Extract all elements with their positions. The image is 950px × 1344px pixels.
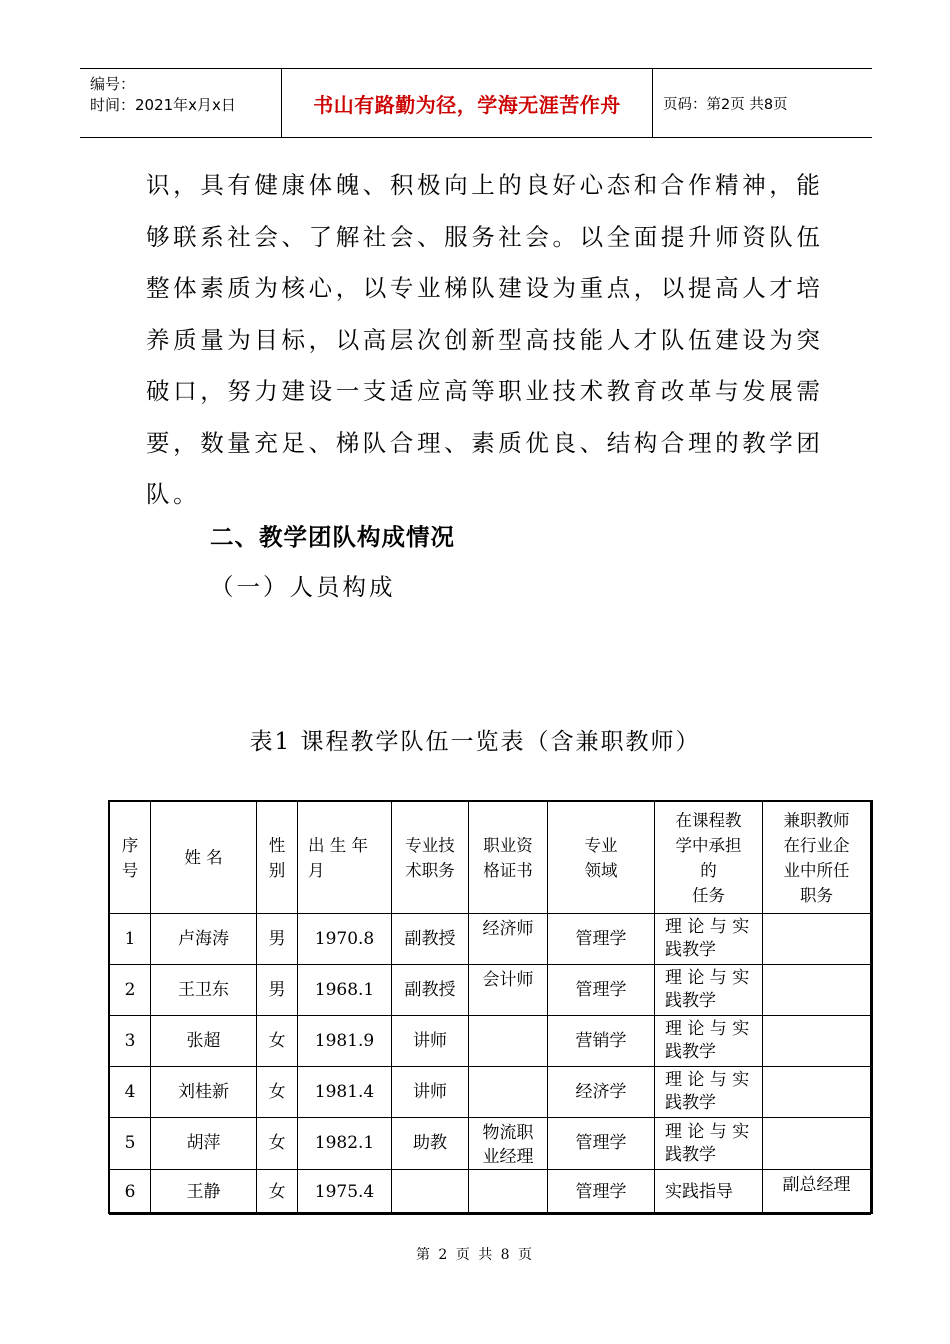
table-header-row: [110, 802, 871, 914]
table-right-border: [871, 800, 873, 1214]
cell-name: 卢海涛: [151, 914, 257, 965]
cell-index: 2: [110, 965, 151, 1016]
cell-name: 胡萍: [151, 1118, 257, 1170]
cell-birth: 1981.4: [298, 1067, 392, 1118]
table-row: [110, 965, 871, 1016]
cell-task: 实践指导: [655, 1170, 763, 1215]
paragraph-line: 要，数量充足、梯队合理、素质优良、结构合理的教学团: [146, 428, 824, 457]
table-top-border: [108, 800, 873, 802]
header-motto: 书山有路勤为径，学海无涯苦作舟: [282, 69, 653, 137]
table-row: [110, 914, 871, 965]
paragraph-line: 整体素质为核心，以专业梯队建设为重点，以提高人才培: [146, 274, 824, 302]
cell-gender: 女: [257, 1016, 298, 1067]
header-cell: 出 生 年 月: [298, 802, 392, 914]
cell-field: 经济学: [548, 1067, 655, 1118]
cell-certificate: [469, 1170, 548, 1215]
cell-task: 理 论 与 实 践教学: [655, 1067, 763, 1118]
table-row: [110, 1118, 871, 1170]
cell-name: 王卫东: [151, 965, 257, 1016]
cell-title: 副教授: [392, 914, 469, 965]
cell-title: 讲师: [392, 1016, 469, 1067]
paragraph-line: 破口，努力建设一支适应高等职业技术教育改革与发展需: [146, 377, 824, 405]
cell-certificate: 经济师: [469, 914, 548, 965]
cell-gender: 女: [257, 1067, 298, 1118]
cell-title: 助教: [392, 1118, 469, 1170]
body-paragraph: [146, 160, 824, 521]
table-row: [110, 1016, 871, 1067]
cell-index: 5: [110, 1118, 151, 1170]
cell-task: 理 论 与 实 践教学: [655, 914, 763, 965]
table-row: [110, 1067, 871, 1118]
cell-birth: 1982.1: [298, 1118, 392, 1170]
cell-certificate: [469, 1067, 548, 1118]
cell-industry-duty: [763, 1118, 871, 1170]
header-cell: 姓 名: [151, 802, 257, 914]
cell-field: 营销学: [548, 1016, 655, 1067]
header-cell: 序 号: [110, 802, 151, 914]
paragraph-line: 养质量为目标，以高层次创新型高技能人才队伍建设为突: [146, 325, 824, 354]
page-header: [80, 68, 872, 138]
cell-gender: 女: [257, 1170, 298, 1215]
cell-certificate: [469, 1016, 548, 1067]
cell-field: 管理学: [548, 965, 655, 1016]
cell-name: 张超: [151, 1016, 257, 1067]
cell-industry-duty: [763, 914, 871, 965]
cell-index: 6: [110, 1170, 151, 1215]
header-cell: 专业 领域: [548, 802, 655, 914]
header-page-code: 页码：第2页 共8页: [663, 96, 788, 113]
cell-field: 管理学: [548, 1118, 655, 1170]
cell-field: 管理学: [548, 914, 655, 965]
teaching-team-table: [109, 801, 871, 1215]
paragraph-line: 队。: [146, 480, 201, 508]
paragraph-line: 够联系社会、了解社会、服务社会。以全面提升师资队伍: [146, 222, 824, 251]
cell-industry-duty: [763, 965, 871, 1016]
header-cell: 专业技 术职务: [392, 802, 469, 914]
table-caption: 表1 课程教学队伍一览表（含兼职教师）: [249, 729, 701, 755]
cell-task: 理 论 与 实 践教学: [655, 1016, 763, 1067]
cell-gender: 女: [257, 1118, 298, 1170]
cell-birth: 1968.1: [298, 965, 392, 1016]
table-left-border: [108, 800, 110, 1214]
table-bottom-border: [108, 1212, 873, 1214]
header-meta: [80, 69, 282, 137]
cell-certificate: 物流职 业经理: [469, 1118, 548, 1170]
cell-industry-duty: [763, 1016, 871, 1067]
header-cell: 兼职教师 在行业企 业中所任 职务: [763, 802, 871, 914]
cell-title: 讲师: [392, 1067, 469, 1118]
header-cell: 在课程教 学中承担 的 任务: [655, 802, 763, 914]
cell-name: 刘桂新: [151, 1067, 257, 1118]
cell-title: [392, 1170, 469, 1215]
header-cell: 职业资 格证书: [469, 802, 548, 914]
header-cell: 性 别: [257, 802, 298, 914]
section-title: 二、教学团队构成情况: [210, 523, 455, 551]
cell-task: 理 论 与 实 践教学: [655, 1118, 763, 1170]
cell-task: 理 论 与 实 践教学: [655, 965, 763, 1016]
cell-birth: 1975.4: [298, 1170, 392, 1215]
cell-industry-duty: 副总经理: [763, 1170, 871, 1215]
cell-birth: 1981.9: [298, 1016, 392, 1067]
cell-birth: 1970.8: [298, 914, 392, 965]
subsection-title: （一）人员构成: [210, 573, 396, 601]
cell-field: 管理学: [548, 1170, 655, 1215]
cell-name: 王静: [151, 1170, 257, 1215]
cell-certificate: 会计师: [469, 965, 548, 1016]
cell-industry-duty: [763, 1067, 871, 1118]
cell-index: 3: [110, 1016, 151, 1067]
page-footer: 第 2 页 共 8 页: [415, 1247, 535, 1263]
cell-title: 副教授: [392, 965, 469, 1016]
paragraph-line: 识，具有健康体魄、积极向上的良好心态和合作精神，能: [146, 171, 824, 199]
cell-index: 4: [110, 1067, 151, 1118]
cell-gender: 男: [257, 965, 298, 1016]
cell-index: 1: [110, 914, 151, 965]
time-label: 时间：2021年x月x日: [90, 96, 236, 114]
number-label: 编号：: [90, 75, 136, 93]
cell-gender: 男: [257, 914, 298, 965]
table-row: [110, 1170, 871, 1215]
